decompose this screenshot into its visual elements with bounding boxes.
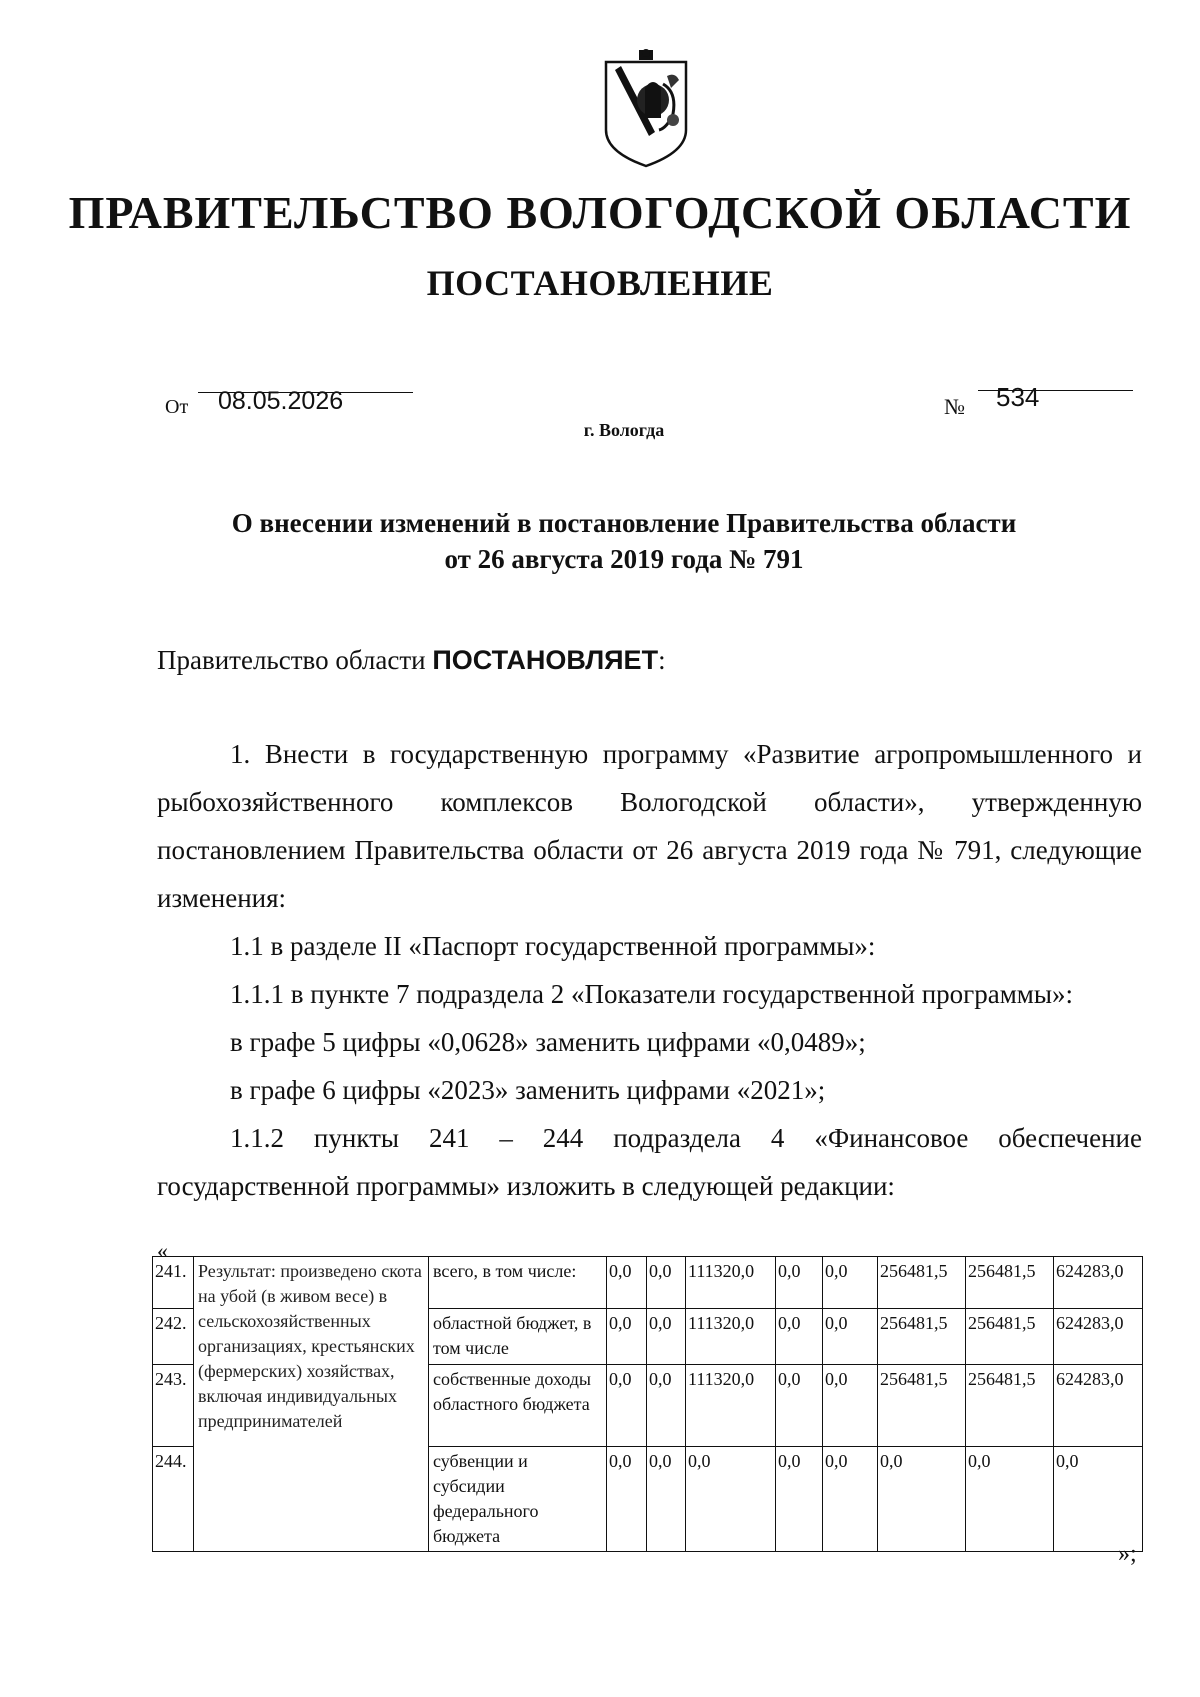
funding-source: субвенции и субсидии федерального бюджета — [429, 1447, 607, 1552]
paragraph-1-1-1: 1.1.1 в пункте 7 подраздела 2 «Показатели государственной программы»: — [230, 979, 1074, 1009]
value-cell: 0,0 — [966, 1447, 1054, 1552]
row-number: 243. — [153, 1365, 194, 1447]
document-type: ПОСТАНОВЛЕНИЕ — [426, 263, 774, 303]
value-cell: 0,0 — [1054, 1447, 1143, 1552]
value-cell: 256481,5 — [966, 1309, 1054, 1365]
preamble — [157, 645, 666, 676]
row-number: 242. — [153, 1309, 194, 1365]
value-cell: 0,0 — [607, 1447, 647, 1552]
funding-source: собственные доходы областного бюджета — [429, 1365, 607, 1447]
date-prefix: От — [165, 396, 189, 418]
value-cell: 111320,0 — [686, 1309, 776, 1365]
document-body — [157, 730, 1142, 1210]
value-cell: 0,0 — [647, 1447, 686, 1552]
document-number: 534 — [996, 382, 1040, 412]
paragraph-column-5: в графе 5 цифры «0,0628» заменить цифрами «0,0489»; — [230, 1027, 866, 1057]
funding-source: всего, в том числе: — [429, 1257, 607, 1309]
row-number: 244. — [153, 1447, 194, 1552]
subject-line-1: О внесении изменений в постановление Правительства области — [231, 508, 1017, 538]
value-cell: 0,0 — [823, 1365, 878, 1447]
value-cell: 0,0 — [776, 1447, 823, 1552]
result-description: Результат: произведено скота на убой (в живом весе) в сельскохозяйственных организациях, крестьянских (фермерских) хозяйствах, включая индивидуальных предпринимателей — [194, 1257, 429, 1552]
value-cell: 0,0 — [686, 1447, 776, 1552]
document-date: 08.05.2026 — [218, 387, 344, 415]
value-cell: 256481,5 — [878, 1365, 966, 1447]
funding-source: областной бюджет, в том числе — [429, 1309, 607, 1365]
preamble-text: Правительство области — [157, 645, 433, 675]
table-close-quote: »; — [1118, 1541, 1137, 1567]
value-cell: 0,0 — [607, 1257, 647, 1309]
value-cell: 256481,5 — [878, 1309, 966, 1365]
value-cell: 0,0 — [607, 1309, 647, 1365]
row-number: 241. — [153, 1257, 194, 1309]
value-cell: 256481,5 — [966, 1257, 1054, 1309]
table-row — [153, 1257, 1143, 1309]
paragraph-1-1: 1.1 в разделе II «Паспорт государственной программы»: — [230, 931, 876, 961]
value-cell: 0,0 — [647, 1257, 686, 1309]
value-cell: 0,0 — [647, 1309, 686, 1365]
paragraph-1: 1. Внести в государственную программу «Развитие агропромышленного и рыбохозяйственного комплексов Вологодской области», утвержденную постановлением Правительства области от 26 августа 2019 года № 791, следующие изменения: — [157, 739, 1142, 913]
organization-title: ПРАВИТЕЛЬСТВО ВОЛОГОДСКОЙ ОБЛАСТИ — [68, 187, 1132, 238]
table-open-quote: « — [157, 1238, 168, 1263]
document-subject — [0, 505, 1200, 577]
value-cell: 111320,0 — [686, 1365, 776, 1447]
value-cell: 0,0 — [776, 1257, 823, 1309]
value-cell: 111320,0 — [686, 1257, 776, 1309]
financing-table — [152, 1256, 1143, 1552]
value-cell: 0,0 — [878, 1447, 966, 1552]
value-cell: 0,0 — [776, 1365, 823, 1447]
value-cell: 0,0 — [823, 1447, 878, 1552]
city: г. Вологда — [583, 420, 665, 440]
value-cell: 624283,0 — [1054, 1309, 1143, 1365]
value-cell: 256481,5 — [878, 1257, 966, 1309]
value-cell: 0,0 — [823, 1309, 878, 1365]
subject-line-2: от 26 августа 2019 года № 791 — [444, 544, 804, 574]
value-cell: 0,0 — [823, 1257, 878, 1309]
preamble-suffix: : — [658, 645, 666, 675]
value-cell: 624283,0 — [1054, 1257, 1143, 1309]
paragraph-column-6: в графе 6 цифры «2023» заменить цифрами «2021»; — [230, 1075, 826, 1105]
number-prefix: № — [944, 394, 965, 419]
paragraph-1-1-2: 1.1.2 пункты 241 – 244 подраздела 4 «Финансовое обеспечение государственной программы» изложить в следующей редакции: — [157, 1123, 1142, 1201]
value-cell: 0,0 — [607, 1365, 647, 1447]
vologda-coat-of-arms-icon — [601, 48, 691, 168]
value-cell: 256481,5 — [966, 1365, 1054, 1447]
value-cell: 624283,0 — [1054, 1365, 1143, 1447]
value-cell: 0,0 — [776, 1309, 823, 1365]
value-cell: 0,0 — [647, 1365, 686, 1447]
preamble-emphasis: ПОСТАНОВЛЯЕТ — [432, 645, 659, 675]
